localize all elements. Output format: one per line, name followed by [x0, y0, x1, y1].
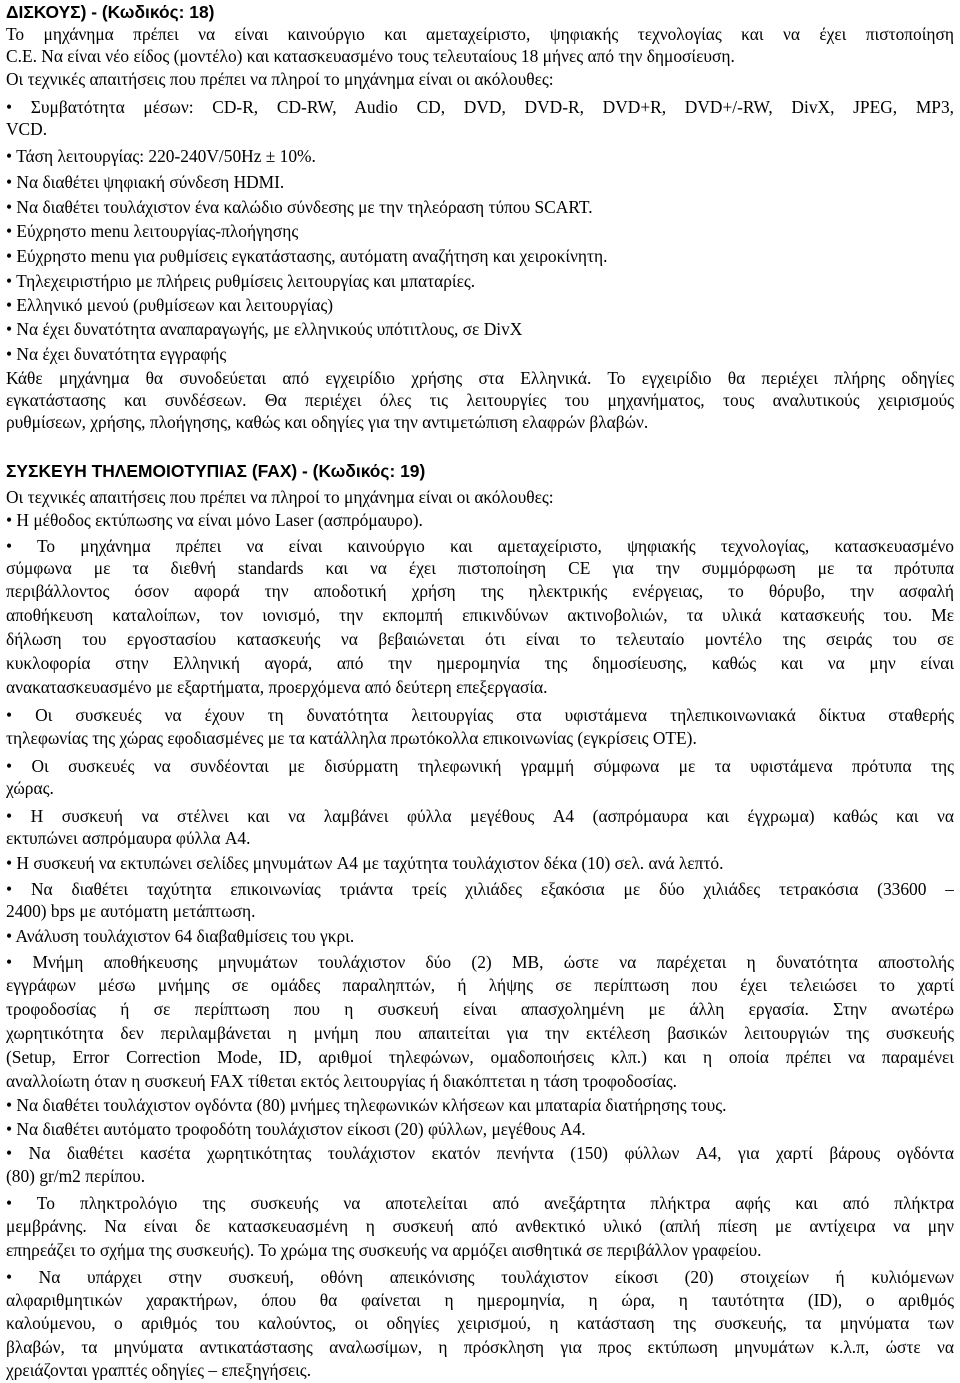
paragraph-line: εγγράφων μέσω μνήμης σε ομάδες παραληπτών, ή λήψης σε περίπτωση που έχει τελειώσει το χαρτί — [6, 975, 954, 995]
paragraph-line: τηλεφωνίας της χώρας εφοδιασμένες με τα κατάλληλα πρωτόκολλα επικοινωνίας (εγκρίσεις ΟΤΕ). — [6, 728, 697, 748]
bullet-line: • Ανάλυση τουλάχιστον 64 διαβαθμίσεις του γκρι. — [6, 926, 355, 946]
paragraph-line: Οι τεχνικές απαιτήσεις που πρέπει να πληροί το μηχάνημα είναι οι ακόλουθες: — [6, 487, 554, 507]
bullet-line: • Να διαθέτει αυτόματο τροφοδότη τουλάχιστον είκοσι (20) φύλλων, μεγέθους A4. — [6, 1119, 586, 1139]
bullet-line: • Οι συσκευές να έχουν τη δυνατότητα λειτουργίας στα υφιστάμενα τηλεπικοινωνιακά δίκτυα σταθερής — [6, 705, 954, 725]
bullet-line: • Να διαθέτει κασέτα χωρητικότητας τουλάχιστον εκατόν πενήντα (150) φύλλων A4, για χαρτί βάρους ογδόντα — [6, 1143, 954, 1163]
paragraph-line: αλφαριθμητικών χαρακτήρων, όπου θα φαίνεται η ημερομηνία, η ώρα, η ταυτότητα (ID), ο αριθμός — [6, 1290, 954, 1310]
paragraph-line: χώρας. — [6, 778, 54, 798]
bullet-line: • Να διαθέτει ψηφιακή σύνδεση HDMI. — [6, 172, 285, 192]
paragraph-line: κυκλοφορία στην Ελληνική αγορά, από την ημερομηνία της δημοσίευσης, καθώς και να μην είναι — [6, 653, 954, 673]
bullet-line: • Να διαθέτει ταχύτητα επικοινωνίας τριάντα τρείς χιλιάδες εξακόσια με δύο χιλιάδες τετρακόσια (33600 – — [6, 879, 954, 899]
bullet-line: • Να διαθέτει τουλάχιστον ογδόντα (80) μνήμες τηλεφωνικών κλήσεων και μπαταρία διατήρησης τους. — [6, 1095, 727, 1115]
paragraph-line: επηρεάζει το σχήμα της συσκευής). Το χρώμα της συσκευής να αρμόζει αισθητικά σε περιβάλλον γραφείου. — [6, 1240, 762, 1260]
bullet-line: • Τηλεχειριστήριο με πλήρεις ρυθμίσεις λειτουργίας και μπαταρίες. — [6, 271, 476, 291]
bullet-line: • Εύχρηστο menu για ρυθμίσεις εγκατάστασης, αυτόματη αναζήτηση και χειροκίνητη. — [6, 246, 608, 266]
paragraph-line: χρειάζονται γραπτές οδηγίες – επεξηγήσεις. — [6, 1360, 312, 1380]
paragraph-line: σύμφωνα με τα διεθνή standards και να έχει πιστοποίηση CE για την συμμόρφωση με τα πρότυπα — [6, 558, 954, 578]
paragraph-line: βλαβών, τα μηνύματα αντικατάστασης αναλωσίμων, η πρόσκληση για προς εκτύπωση μηνυμάτων κ.λ.π, ώστε να — [6, 1337, 954, 1357]
bullet-line: • Η συσκευή να στέλνει και να λαμβάνει φύλλα μεγέθους A4 (ασπρόμαυρα και έγχρωμα) καθώς και να — [6, 806, 954, 826]
bullet-line: • Εύχρηστο menu λειτουργίας-πλοήγησης — [6, 221, 299, 241]
bullet-line: • Να έχει δυνατότητα αναπαραγωγής, με ελληνικούς υπότιτλους, σε DivX — [6, 319, 523, 339]
bullet-line: • Το πληκτρολόγιο της συσκευής να αποτελείται από ανεξάρτητα πλήκτρα αφής και από πλήκτρα — [6, 1193, 954, 1213]
bullet-line: • Ελληνικό μενού (ρυθμίσεων και λειτουργίας) — [6, 295, 334, 315]
paragraph-line: δήλωση του εργοστασίου κατασκευής να βεβαιώνεται ότι είναι το τελευταίο μοντέλο της σειράς του σε — [6, 629, 954, 649]
paragraph-line: αναλλοίωτη όταν η συσκευή FAX τίθεται εκτός λειτουργίας ή διακόπτεται η τάση τροφοδοσίας. — [6, 1071, 677, 1091]
paragraph-line: ανακατασκευασμένο με εξαρτήματα, προερχόμενα από δεύτερη επεξεργασία. — [6, 677, 548, 697]
bullet-line: • Το μηχάνημα πρέπει να είναι καινούργιο και αμεταχείριστο, ψηφιακής τεχνολογίας, κατασκευασμένο — [6, 536, 954, 556]
bullet-line: • Τάση λειτουργίας: 220-240V/50Hz ± 10%. — [6, 146, 316, 166]
bullet-line: • Οι συσκευές να συνδέονται με δισύρματη τηλεφωνική γραμμή σύμφωνα με τα υφιστάμενα πρότυπα της — [6, 756, 954, 776]
paragraph-line: τροφοδοσίας ή σε περίπτωση που η συσκευή είναι απασχολημένη με άλλη εργασία. Στην ανωτέρω — [6, 999, 954, 1019]
paragraph-line: 2400) bps με αυτόματη μετάπτωση. — [6, 901, 256, 921]
bullet-line: • Να υπάρχει στην συσκευή, οθόνη απεικόνισης τουλάχιστον είκοσι (20) στοιχείων ή κυλιόμενων — [6, 1267, 954, 1287]
paragraph-line: (80) gr/m2 περίπου. — [6, 1166, 146, 1186]
paragraph-line: C.E. Να είναι νέο είδος (μοντέλο) και κατασκευασμένο τους τελευταίους 18 μήνες από την δημοσίευση. — [6, 46, 735, 66]
paragraph-line: Οι τεχνικές απαιτήσεις που πρέπει να πληροί το μηχάνημα είναι οι ακόλουθες: — [6, 69, 554, 89]
section-title-19: ΣΥΣΚΕΥΗ ΤΗΛΕΜΟΙΟΤΥΠΙΑΣ (FAX) - (Κωδικός: 19) — [6, 461, 426, 481]
paragraph-line: μεμβράνης. Να είναι δε κατασκευασμένη η συσκευή από ανθεκτικό υλικό (απλή πίεση με αντίχειρα να μην — [6, 1216, 954, 1236]
paragraph-line: Κάθε μηχάνημα θα συνοδεύεται από εγχειρίδιο χρήσης στα Ελληνικά. Το εγχειρίδιο θα περιέχει πλήρης οδηγίες — [6, 368, 954, 388]
bullet-line: • Μνήμη αποθήκευσης μηνυμάτων τουλάχιστον δύο (2) MB, ώστε να παρέχεται η δυνατότητα αποστολής — [6, 952, 954, 972]
bullet-line: • Συμβατότητα μέσων: CD-R, CD-RW, Audio CD, DVD, DVD-R, DVD+R, DVD+/-RW, DivX, JPEG, MP3, — [6, 97, 954, 117]
paragraph-line: εγκατάστασης και συνδέσεων. Θα περιέχει όλες τις λειτουργίες του μηχανήματος, τους αναλυτικούς χειρισμούς — [6, 390, 954, 410]
bullet-line: VCD. — [6, 119, 48, 139]
bullet-line: • Να διαθέτει τουλάχιστον ένα καλώδιο σύνδεσης με την τηλεόραση τύπου SCART. — [6, 197, 593, 217]
paragraph-line: εκτυπώνει ασπρόμαυρα φύλλα A4. — [6, 828, 251, 848]
paragraph-line: (Setup, Error Correction Mode, ID, αριθμοί τηλεφώνων, ομαδοποιήσεις κλπ.) και η οποία πρέπει να παραμένει — [6, 1047, 954, 1067]
paragraph-line: Το μηχάνημα πρέπει να είναι καινούργιο και αμεταχείριστο, ψηφιακής τεχνολογίας και να έχει πιστοποίηση — [6, 24, 954, 44]
section-title-18: ΔΙΣΚΟΥΣ) - (Κωδικός: 18) — [6, 2, 215, 22]
bullet-line: • Να έχει δυνατότητα εγγραφής — [6, 344, 227, 364]
bullet-line: • Η μέθοδος εκτύπωσης να είναι μόνο Laser (ασπρόμαυρο). — [6, 510, 423, 530]
paragraph-line: ρυθμίσεων, χρήσης, πλοήγησης, καθώς και οδηγίες για την αντιμετώπιση ελαφρών βλαβών. — [6, 412, 649, 432]
paragraph-line: καλούμενου, ο αριθμός του καλούντος, οι οδηγίες χειρισμού, η κατάσταση της συσκευής, τα μηνύματα των — [6, 1313, 954, 1333]
bullet-line: • Η συσκευή να εκτυπώνει σελίδες μηνυμάτων A4 με ταχύτητα τουλάχιστον δέκα (10) σελ. ανά λεπτό. — [6, 853, 724, 873]
paragraph-line: χωρητικότητα δεν περιλαμβάνεται η μνήμη που απαιτείται για την εκτέλεση βασικών λειτουργιών της συσκευής — [6, 1023, 954, 1043]
paragraph-line: αποθήκευση καταλοίπων, τον ιονισμό, την εκπομπή επικινδύνων ακτινοβολιών, τα υλικά κατασκευής του. Με — [6, 605, 954, 625]
paragraph-line: περιβάλλοντος όσον αφορά την αποδοτική χρήση της ηλεκτρικής ενέργειας, το θόρυβο, την ασφαλή — [6, 581, 954, 601]
